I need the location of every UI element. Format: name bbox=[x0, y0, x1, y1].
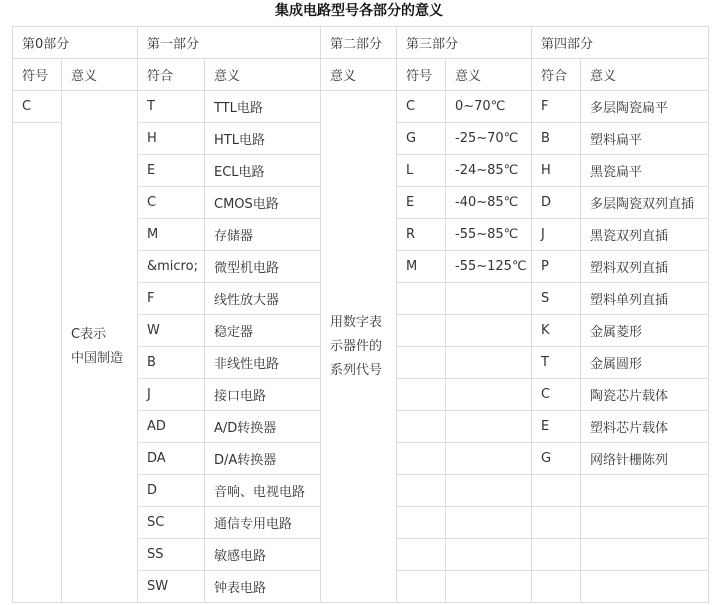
part3-code-cell bbox=[397, 507, 446, 539]
subheader-part0-meaning: 意义 bbox=[62, 59, 138, 91]
part4-meaning-cell: 塑料扁平 bbox=[581, 123, 709, 155]
part3-meaning-cell bbox=[446, 507, 532, 539]
part1-code-cell: SW bbox=[138, 571, 205, 603]
part3-code-cell bbox=[397, 411, 446, 443]
part4-meaning-cell: 黑瓷双列直插 bbox=[581, 219, 709, 251]
part1-meaning-cell: 存储器 bbox=[205, 219, 321, 251]
part4-code-cell bbox=[532, 571, 581, 603]
part1-code-cell: F bbox=[138, 283, 205, 315]
part1-meaning-cell: 音响、电视电路 bbox=[205, 475, 321, 507]
part1-code-cell: SC bbox=[138, 507, 205, 539]
part3-code-cell: E bbox=[397, 187, 446, 219]
part2-meaning-cell bbox=[321, 91, 397, 603]
part3-code-cell: G bbox=[397, 123, 446, 155]
header-part3: 第三部分 bbox=[397, 27, 532, 59]
part4-code-cell: K bbox=[532, 315, 581, 347]
part4-code-cell: D bbox=[532, 187, 581, 219]
part1-meaning-cell: 敏感电路 bbox=[205, 539, 321, 571]
part3-meaning-cell: -24~85℃ bbox=[446, 155, 532, 187]
part4-meaning-cell bbox=[581, 475, 709, 507]
part3-code-cell: R bbox=[397, 219, 446, 251]
part1-code-cell: D bbox=[138, 475, 205, 507]
part1-code-cell: J bbox=[138, 379, 205, 411]
ic-model-table bbox=[12, 26, 709, 603]
part3-code-cell bbox=[397, 315, 446, 347]
part3-meaning-cell bbox=[446, 475, 532, 507]
part3-code-cell bbox=[397, 539, 446, 571]
part0-meaning-line: C表示 bbox=[71, 326, 107, 342]
part1-code-cell: &micro; bbox=[138, 251, 205, 283]
part3-code-cell bbox=[397, 347, 446, 379]
part1-meaning-cell: D/A转换器 bbox=[205, 443, 321, 475]
part3-meaning-cell bbox=[446, 539, 532, 571]
part1-meaning-cell: 线性放大器 bbox=[205, 283, 321, 315]
part4-meaning-cell: 金属圆形 bbox=[581, 347, 709, 379]
part4-meaning-cell: 塑料芯片载体 bbox=[581, 411, 709, 443]
part4-meaning-cell: 多层陶瓷扁平 bbox=[581, 91, 709, 123]
subheader-part4-meaning: 意义 bbox=[581, 59, 709, 91]
part3-meaning-cell bbox=[446, 315, 532, 347]
subheader-row bbox=[13, 59, 709, 91]
part4-code-cell: H bbox=[532, 155, 581, 187]
part4-meaning-cell: 金属菱形 bbox=[581, 315, 709, 347]
part2-meaning-line: 系列代号 bbox=[330, 362, 383, 378]
part4-code-cell bbox=[532, 539, 581, 571]
header-row bbox=[13, 27, 709, 59]
part3-meaning-cell: -25~70℃ bbox=[446, 123, 532, 155]
part3-meaning-cell bbox=[446, 347, 532, 379]
part3-code-cell: C bbox=[397, 91, 446, 123]
part4-meaning-cell: 多层陶瓷双列直插 bbox=[581, 187, 709, 219]
part1-code-cell: M bbox=[138, 219, 205, 251]
part4-meaning-cell: 塑料单列直插 bbox=[581, 283, 709, 315]
part3-meaning-cell: -55~125℃ bbox=[446, 251, 532, 283]
table-row bbox=[13, 91, 709, 123]
part2-meaning-line: 用数字表 bbox=[330, 314, 383, 330]
part3-meaning-cell bbox=[446, 443, 532, 475]
part3-code-cell: M bbox=[397, 251, 446, 283]
part3-meaning-cell bbox=[446, 571, 532, 603]
subheader-part0-symbol: 符号 bbox=[13, 59, 62, 91]
part3-code-cell bbox=[397, 475, 446, 507]
part1-meaning-cell: 微型机电路 bbox=[205, 251, 321, 283]
subheader-part3-meaning: 意义 bbox=[446, 59, 532, 91]
part1-meaning-cell: HTL电路 bbox=[205, 123, 321, 155]
part1-code-cell: SS bbox=[138, 539, 205, 571]
subheader-part1-symbol: 符合 bbox=[138, 59, 205, 91]
part1-meaning-cell: 稳定器 bbox=[205, 315, 321, 347]
part4-code-cell: B bbox=[532, 123, 581, 155]
part2-meaning-line: 示器件的 bbox=[330, 338, 383, 354]
part3-code-cell bbox=[397, 283, 446, 315]
part1-code-cell: W bbox=[138, 315, 205, 347]
part4-meaning-cell: 塑料双列直插 bbox=[581, 251, 709, 283]
part3-meaning-cell: -40~85℃ bbox=[446, 187, 532, 219]
part3-meaning-cell: 0~70℃ bbox=[446, 91, 532, 123]
part4-code-cell bbox=[532, 475, 581, 507]
header-part1: 第一部分 bbox=[138, 27, 321, 59]
part1-code-cell: H bbox=[138, 123, 205, 155]
part4-code-cell bbox=[532, 507, 581, 539]
part3-code-cell bbox=[397, 379, 446, 411]
part4-code-cell: S bbox=[532, 283, 581, 315]
subheader-part1-meaning: 意义 bbox=[205, 59, 321, 91]
part4-meaning-cell bbox=[581, 539, 709, 571]
header-part2: 第二部分 bbox=[321, 27, 397, 59]
part4-code-cell: J bbox=[532, 219, 581, 251]
part4-meaning-cell: 黑瓷扁平 bbox=[581, 155, 709, 187]
subheader-part2-meaning: 意义 bbox=[321, 59, 397, 91]
part1-code-cell: DA bbox=[138, 443, 205, 475]
part4-code-cell: E bbox=[532, 411, 581, 443]
subheader-part3-symbol: 符号 bbox=[397, 59, 446, 91]
part1-meaning-cell: 非线性电路 bbox=[205, 347, 321, 379]
part1-code-cell: E bbox=[138, 155, 205, 187]
part1-code-cell: AD bbox=[138, 411, 205, 443]
part1-code-cell: T bbox=[138, 91, 205, 123]
page-title: 集成电路型号各部分的意义 bbox=[275, 3, 443, 19]
part1-meaning-cell: TTL电路 bbox=[205, 91, 321, 123]
part3-meaning-cell bbox=[446, 283, 532, 315]
part1-code-cell: B bbox=[138, 347, 205, 379]
part1-meaning-cell: 接口电路 bbox=[205, 379, 321, 411]
part4-code-cell: P bbox=[532, 251, 581, 283]
part3-code-cell: L bbox=[397, 155, 446, 187]
part0-meaning-line: 中国制造 bbox=[71, 350, 124, 366]
part3-code-cell bbox=[397, 571, 446, 603]
part1-meaning-cell: CMOS电路 bbox=[205, 187, 321, 219]
part4-code-cell: F bbox=[532, 91, 581, 123]
part4-meaning-cell bbox=[581, 507, 709, 539]
part0-symbol-cell: C bbox=[13, 91, 62, 123]
part3-code-cell bbox=[397, 443, 446, 475]
part1-meaning-cell: A/D转换器 bbox=[205, 411, 321, 443]
part3-meaning-cell bbox=[446, 379, 532, 411]
part1-meaning-cell: 钟表电路 bbox=[205, 571, 321, 603]
part1-meaning-cell: 通信专用电路 bbox=[205, 507, 321, 539]
part4-code-cell: T bbox=[532, 347, 581, 379]
subheader-part4-symbol: 符合 bbox=[532, 59, 581, 91]
part0-meaning-cell bbox=[62, 91, 138, 603]
part1-meaning-cell: ECL电路 bbox=[205, 155, 321, 187]
part4-meaning-cell: 网络针栅陈列 bbox=[581, 443, 709, 475]
header-part0: 第0部分 bbox=[13, 27, 138, 59]
part3-meaning-cell: -55~85℃ bbox=[446, 219, 532, 251]
header-part4: 第四部分 bbox=[532, 27, 709, 59]
part4-code-cell: C bbox=[532, 379, 581, 411]
part3-meaning-cell bbox=[446, 411, 532, 443]
table-body bbox=[13, 91, 709, 603]
part0-symbol-empty-cell bbox=[13, 123, 62, 603]
part4-meaning-cell bbox=[581, 571, 709, 603]
part1-code-cell: C bbox=[138, 187, 205, 219]
part4-meaning-cell: 陶瓷芯片载体 bbox=[581, 379, 709, 411]
part4-code-cell: G bbox=[532, 443, 581, 475]
